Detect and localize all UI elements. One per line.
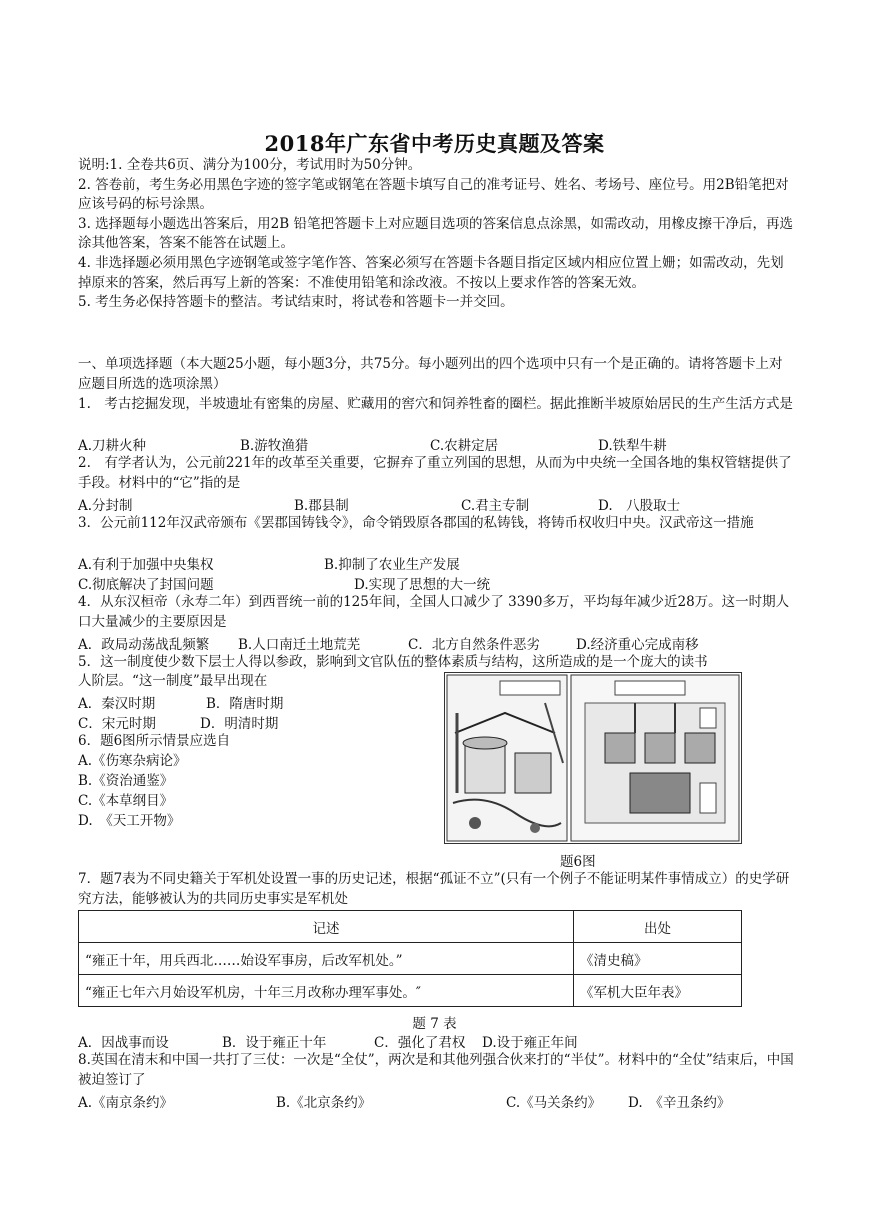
q3-option-a: A.有利于加强中央集权 <box>78 557 214 573</box>
figure-6-caption: 题6图 <box>560 854 596 870</box>
instruction-1: 说明:1. 全卷共6页、满分为100分，考试用时为50分钟。 <box>78 157 422 173</box>
question-6-stem: 6．题6图所示情景应选自 <box>78 733 231 749</box>
question-3-stem: 3．公元前112年汉武帝颁布《罢郡国铸钱令》，命令销毁原各郡国的私铸钱，将铸币权收归中央。汉武帝这一措施 <box>78 515 754 531</box>
q8-option-b: B.《北京条约》 <box>276 1095 372 1111</box>
q6-option-d: D. 《天工开物》 <box>78 813 181 829</box>
question-4-stem: 4．从东汉桓帝（永寿二年）到西晋统一前的125年间，全国人口减少了 3390多万，平均每年减少近28万。这一时期人口大量减少的主要原因是 <box>78 594 790 630</box>
q2-option-c: C.君主专制 <box>461 498 530 514</box>
question-3-options-row2 <box>78 573 794 593</box>
table-header-row <box>79 911 742 943</box>
q6-option-c: C.《本草纲目》 <box>78 793 174 809</box>
q5-option-d: D．明清时期 <box>200 716 279 732</box>
instruction-2: 2. 答卷前，考生务必用黑色字迹的签字笔或钢笔在答题卡填写自己的准考证号、姓名、考场号、座位号。用2B铅笔把对应该号码的标号涂黑。 <box>78 176 789 213</box>
question-4-options <box>78 633 794 653</box>
q7-option-b: B．设于雍正十年 <box>222 1035 327 1051</box>
q4-option-d: D.经济重心完成南移 <box>576 637 699 653</box>
q8-option-d: D. 《辛丑条约》 <box>628 1095 731 1111</box>
question-8-stem: 8.英国在清末和中国一共打了三仗：一次是“全仗”，两次是和其他列强合伙来打的“半仗”。材料中的“全仗”结束后，中国被迫签订了 <box>78 1052 794 1088</box>
table-cell-source-1: 《清史稿》 <box>574 943 742 975</box>
q3-option-b: B.抑制了农业生产发展 <box>324 557 460 573</box>
q4-option-b: B.人口南迁土地荒芜 <box>238 637 361 653</box>
q4-option-a: A．政局动荡战乱频繁 <box>78 637 210 653</box>
q1-option-b: B.游牧渔猎 <box>240 438 309 454</box>
question-2-stem: 2. 有学者认为，公元前221年的改革至关重要，它摒弃了重立列国的思想，从而为中央统一全国各地的集权管辖提供了手段。材料中的“它”指的是 <box>78 455 792 491</box>
q5-option-b: B．隋唐时期 <box>206 696 284 712</box>
q1-option-d: D.铁犁牛耕 <box>598 438 667 454</box>
table-cell-source-2: 《军机大臣年表》 <box>574 975 742 1007</box>
table-row <box>79 943 742 975</box>
q6-option-b: B.《资治通鉴》 <box>78 773 174 789</box>
q7-option-d: D.设于雍正年间 <box>482 1035 578 1051</box>
table-header-record: 记述 <box>79 911 574 943</box>
question-1-stem: 1. 考古挖掘发现，半坡遗址有密集的房屋、贮藏用的窖穴和饲养牲畜的圈栏。据此推断半坡原始居民的生产生活方式是 <box>78 396 793 412</box>
question-7-table <box>78 910 742 1007</box>
question-1-options <box>78 434 794 454</box>
instructions <box>78 156 794 313</box>
q7-option-a: A．因战事而设 <box>78 1035 169 1051</box>
question-3-options-row1 <box>78 553 794 573</box>
instruction-3: 3. 选择题每小题选出答案后，用2B 铅笔把答题卡上对应题目选项的答案信息点涂黑，如需改动，用橡皮擦干净后，再选涂其他答案，答案不能答在试题上。 <box>78 215 793 252</box>
q7-option-c: C．强化了君权 <box>374 1035 466 1051</box>
q4-option-c: C．北方自然条件恶劣 <box>408 637 540 653</box>
table-cell-record-2: “雍正七年六月始设军机房，十年三月改称办理军事处。″ <box>79 975 574 1007</box>
q3-option-d: D.实现了思想的大一统 <box>354 577 491 593</box>
section-header: 一、单项选择题（本大题25小题，每小题3分，共75分。每小题列出的四个选项中只有一个是正确的。请将答题卡上对应题目所选的选项涂黑） <box>78 356 783 392</box>
page-title: 2018年广东省中考历史真题及答案 <box>264 131 605 156</box>
instruction-4: 4. 非选择题必须用黑色字迹钢笔或签字笔作答、答案必须写在答题卡各题目指定区域内相应位置上姗；如需改动，先划掉原来的答案，然后再写上新的答案：不准使用铅笔和涂改液。不按以上要求作答的答案无效。 <box>78 254 784 291</box>
question-8-options <box>78 1091 794 1111</box>
question-5-stem-line1: 5．这一制度使少数下层士人得以参政，影响到文官队伍的整体素质与结构，这所造成的是一个庞大的读书 <box>78 654 708 670</box>
instruction-5: 5. 考生务必保持答题卡的整洁。考试结束时，将试卷和答题卡一并交回。 <box>78 294 514 311</box>
q8-option-a: A.《南京条约》 <box>78 1095 174 1111</box>
question-7-stem: 7．题7表为不同史籍关于军机处设置一事的历史记述，根据“孤证不立”(只有一个例子不能证明某件事情成立）的史学研究方法，能够被认为的共同历史事实是军机处 <box>78 871 790 907</box>
q1-option-a: A.刀耕火种 <box>78 438 147 454</box>
q6-option-a: A.《伤寒杂病论》 <box>78 753 187 769</box>
table-row <box>79 975 742 1007</box>
q1-option-c: C.农耕定居 <box>430 438 499 454</box>
table-cell-record-1: “雍正十年，用兵西北……始设军事房，后改军机处。” <box>79 943 574 975</box>
q2-option-d: D. 八股取士 <box>598 498 681 514</box>
woodcut-illustration <box>445 673 741 843</box>
q8-option-c: C.《马关条约》 <box>506 1095 602 1111</box>
q5-option-c: C．宋元时期 <box>78 716 156 732</box>
q2-option-a: A.分封制 <box>78 498 133 514</box>
q3-option-c: C.彻底解决了封国问题 <box>78 577 214 593</box>
q2-option-b: B.郡县制 <box>294 498 349 514</box>
table-header-source: 出处 <box>574 911 742 943</box>
question-7-options <box>78 1031 794 1051</box>
question-6-figure <box>444 672 742 844</box>
question-2-options <box>78 494 794 514</box>
q5-option-a: A．秦汉时期 <box>78 696 156 712</box>
table-7-caption: 题 7 表 <box>412 1016 457 1032</box>
question-5-stem-line2: 人阶层。“这一制度”最早出现在 <box>78 673 268 689</box>
